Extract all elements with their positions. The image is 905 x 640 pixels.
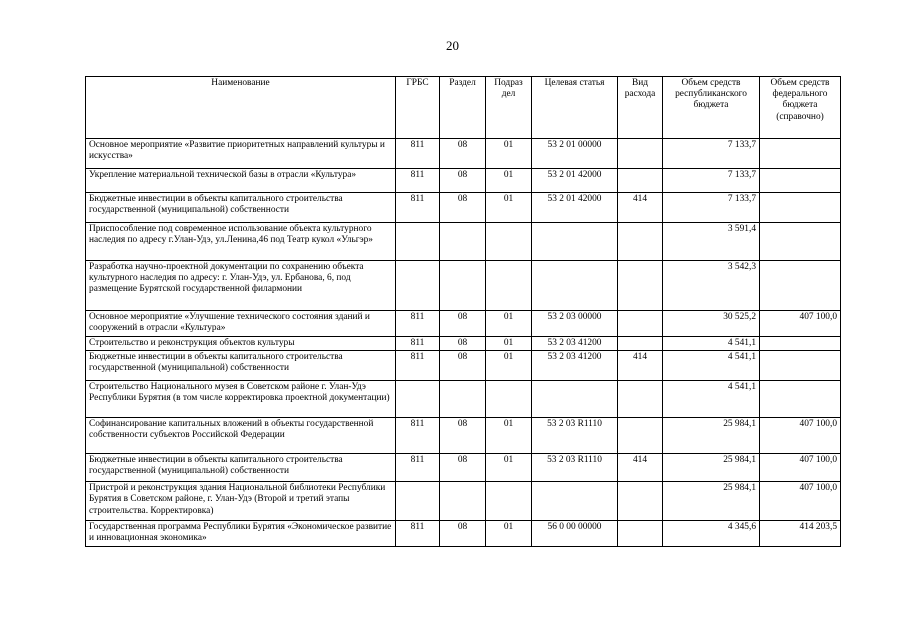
cell-name: Бюджетные инвестиции в объекты капитального строительства государственной (муниципальной) собственности [86, 351, 396, 381]
cell-grbs: 811 [396, 139, 440, 169]
table-row [86, 418, 841, 454]
cell-statya [532, 381, 618, 418]
cell-statya: 53 2 03 41200 [532, 351, 618, 381]
cell-fed [760, 139, 841, 169]
cell-podrazdel: 01 [486, 337, 532, 351]
cell-resp: 4 541,1 [663, 351, 760, 381]
cell-statya: 53 2 03 R1110 [532, 418, 618, 454]
cell-grbs: 811 [396, 454, 440, 482]
cell-vid [618, 482, 663, 521]
cell-fed: 407 100,0 [760, 454, 841, 482]
cell-razdel: 08 [440, 337, 486, 351]
cell-statya [532, 223, 618, 261]
cell-fed [760, 223, 841, 261]
cell-resp: 30 525,2 [663, 311, 760, 337]
cell-name: Государственная программа Республики Бурятия «Экономическое развитие и инновационная экономика» [86, 521, 396, 546]
cell-vid [618, 261, 663, 311]
cell-resp: 25 984,1 [663, 454, 760, 482]
cell-name: Приспособление под современное использование объекта культурного наследия по адресу г.Улан-Удэ, ул.Ленина,46 под Театр кукол «Ульгэр» [86, 223, 396, 261]
cell-statya: 53 2 01 42000 [532, 193, 618, 223]
cell-vid [618, 381, 663, 418]
cell-statya: 53 2 01 00000 [532, 139, 618, 169]
cell-grbs: 811 [396, 311, 440, 337]
table-row [86, 337, 841, 351]
cell-podrazdel [486, 261, 532, 311]
cell-resp: 7 133,7 [663, 139, 760, 169]
header-podrazdel: Подраз дел [486, 77, 532, 139]
cell-grbs [396, 223, 440, 261]
cell-grbs: 811 [396, 351, 440, 381]
cell-razdel [440, 381, 486, 418]
cell-vid: 414 [618, 193, 663, 223]
cell-resp: 3 591,4 [663, 223, 760, 261]
cell-fed [760, 381, 841, 418]
table-header-row [86, 77, 841, 139]
cell-vid [618, 311, 663, 337]
cell-vid [618, 337, 663, 351]
cell-name: Пристрой и реконструкция здания Национальной библиотеки Республики Бурятия в Советском районе, г. Улан-Удэ (Второй и третий этапы строительства. Корректировка) [86, 482, 396, 521]
cell-resp: 4 541,1 [663, 337, 760, 351]
cell-name: Бюджетные инвестиции в объекты капитального строительства государственной (муниципальной) собственности [86, 454, 396, 482]
header-vid-raskhoda: Вид расхода [618, 77, 663, 139]
cell-razdel: 08 [440, 454, 486, 482]
cell-statya [532, 261, 618, 311]
cell-name: Разработка научно-проектной документации по сохранению объекта культурного наследия по адресу: г. Улан-Удэ, ул. Ербанова, 6, под размещение Бурятской государственной филармонии [86, 261, 396, 311]
cell-fed [760, 337, 841, 351]
cell-razdel: 08 [440, 351, 486, 381]
cell-podrazdel [486, 223, 532, 261]
table-row [86, 454, 841, 482]
cell-vid [618, 521, 663, 546]
cell-resp: 4 345,6 [663, 521, 760, 546]
cell-podrazdel [486, 482, 532, 521]
cell-podrazdel: 01 [486, 418, 532, 454]
cell-resp: 25 984,1 [663, 482, 760, 521]
cell-fed: 407 100,0 [760, 311, 841, 337]
cell-resp: 7 133,7 [663, 193, 760, 223]
cell-grbs: 811 [396, 521, 440, 546]
cell-razdel: 08 [440, 139, 486, 169]
cell-name: Укрепление материальной технической базы в отрасли «Культура» [86, 169, 396, 193]
table-row [86, 139, 841, 169]
cell-razdel: 08 [440, 193, 486, 223]
cell-name: Софинансирование капитальных вложений в объекты государственной собственности субъектов Российской Федерации [86, 418, 396, 454]
table-row [86, 169, 841, 193]
header-name: Наименование [86, 77, 396, 139]
table-row [86, 261, 841, 311]
cell-razdel: 08 [440, 311, 486, 337]
table-row [86, 193, 841, 223]
cell-fed [760, 169, 841, 193]
cell-name: Строительство и реконструкция объектов культуры [86, 337, 396, 351]
cell-statya: 56 0 00 00000 [532, 521, 618, 546]
cell-grbs: 811 [396, 418, 440, 454]
cell-grbs [396, 381, 440, 418]
cell-vid [618, 139, 663, 169]
cell-vid [618, 169, 663, 193]
cell-podrazdel: 01 [486, 193, 532, 223]
cell-vid [618, 223, 663, 261]
cell-razdel [440, 223, 486, 261]
cell-razdel: 08 [440, 169, 486, 193]
table-row [86, 311, 841, 337]
cell-grbs [396, 261, 440, 311]
cell-name: Бюджетные инвестиции в объекты капитального строительства государственной (муниципальной) собственности [86, 193, 396, 223]
table-row [86, 482, 841, 521]
page-number: 20 [446, 38, 459, 53]
header-statya: Целевая статья [532, 77, 618, 139]
table-row [86, 223, 841, 261]
cell-podrazdel: 01 [486, 521, 532, 546]
cell-name: Основное мероприятие «Развитие приоритетных направлений культуры и искусства» [86, 139, 396, 169]
cell-razdel [440, 482, 486, 521]
cell-statya: 53 2 03 00000 [532, 311, 618, 337]
cell-podrazdel: 01 [486, 169, 532, 193]
cell-podrazdel: 01 [486, 351, 532, 381]
cell-fed [760, 351, 841, 381]
cell-fed [760, 261, 841, 311]
cell-name: Основное мероприятие «Улучшение технического состояния зданий и сооружений в отрасли «Культура» [86, 311, 396, 337]
cell-resp: 3 542,3 [663, 261, 760, 311]
cell-vid [618, 418, 663, 454]
header-fed-budget: Объем средств федерального бюджета (справочно) [760, 77, 841, 139]
table-row [86, 381, 841, 418]
cell-grbs: 811 [396, 193, 440, 223]
header-grbs: ГРБС [396, 77, 440, 139]
cell-fed: 414 203,5 [760, 521, 841, 546]
header-razdel: Раздел [440, 77, 486, 139]
cell-statya: 53 2 03 41200 [532, 337, 618, 351]
table-row [86, 351, 841, 381]
cell-podrazdel: 01 [486, 139, 532, 169]
cell-resp: 25 984,1 [663, 418, 760, 454]
cell-name: Строительство Национального музея в Советском районе г. Улан-Удэ Республики Бурятия (в том числе корректировка проектной документации) [86, 381, 396, 418]
budget-table [85, 76, 841, 547]
cell-razdel [440, 261, 486, 311]
cell-statya [532, 482, 618, 521]
cell-fed: 407 100,0 [760, 418, 841, 454]
header-resp-budget: Объем средств республиканского бюджета [663, 77, 760, 139]
cell-grbs: 811 [396, 337, 440, 351]
cell-podrazdel [486, 381, 532, 418]
cell-statya: 53 2 01 42000 [532, 169, 618, 193]
cell-resp: 4 541,1 [663, 381, 760, 418]
cell-podrazdel: 01 [486, 311, 532, 337]
cell-vid: 414 [618, 454, 663, 482]
cell-fed [760, 193, 841, 223]
cell-grbs [396, 482, 440, 521]
cell-razdel: 08 [440, 418, 486, 454]
cell-statya: 53 2 03 R1110 [532, 454, 618, 482]
cell-grbs: 811 [396, 169, 440, 193]
cell-podrazdel: 01 [486, 454, 532, 482]
cell-razdel: 08 [440, 521, 486, 546]
cell-resp: 7 133,7 [663, 169, 760, 193]
table-body [86, 139, 841, 547]
cell-vid: 414 [618, 351, 663, 381]
table-row [86, 521, 841, 546]
cell-fed: 407 100,0 [760, 482, 841, 521]
